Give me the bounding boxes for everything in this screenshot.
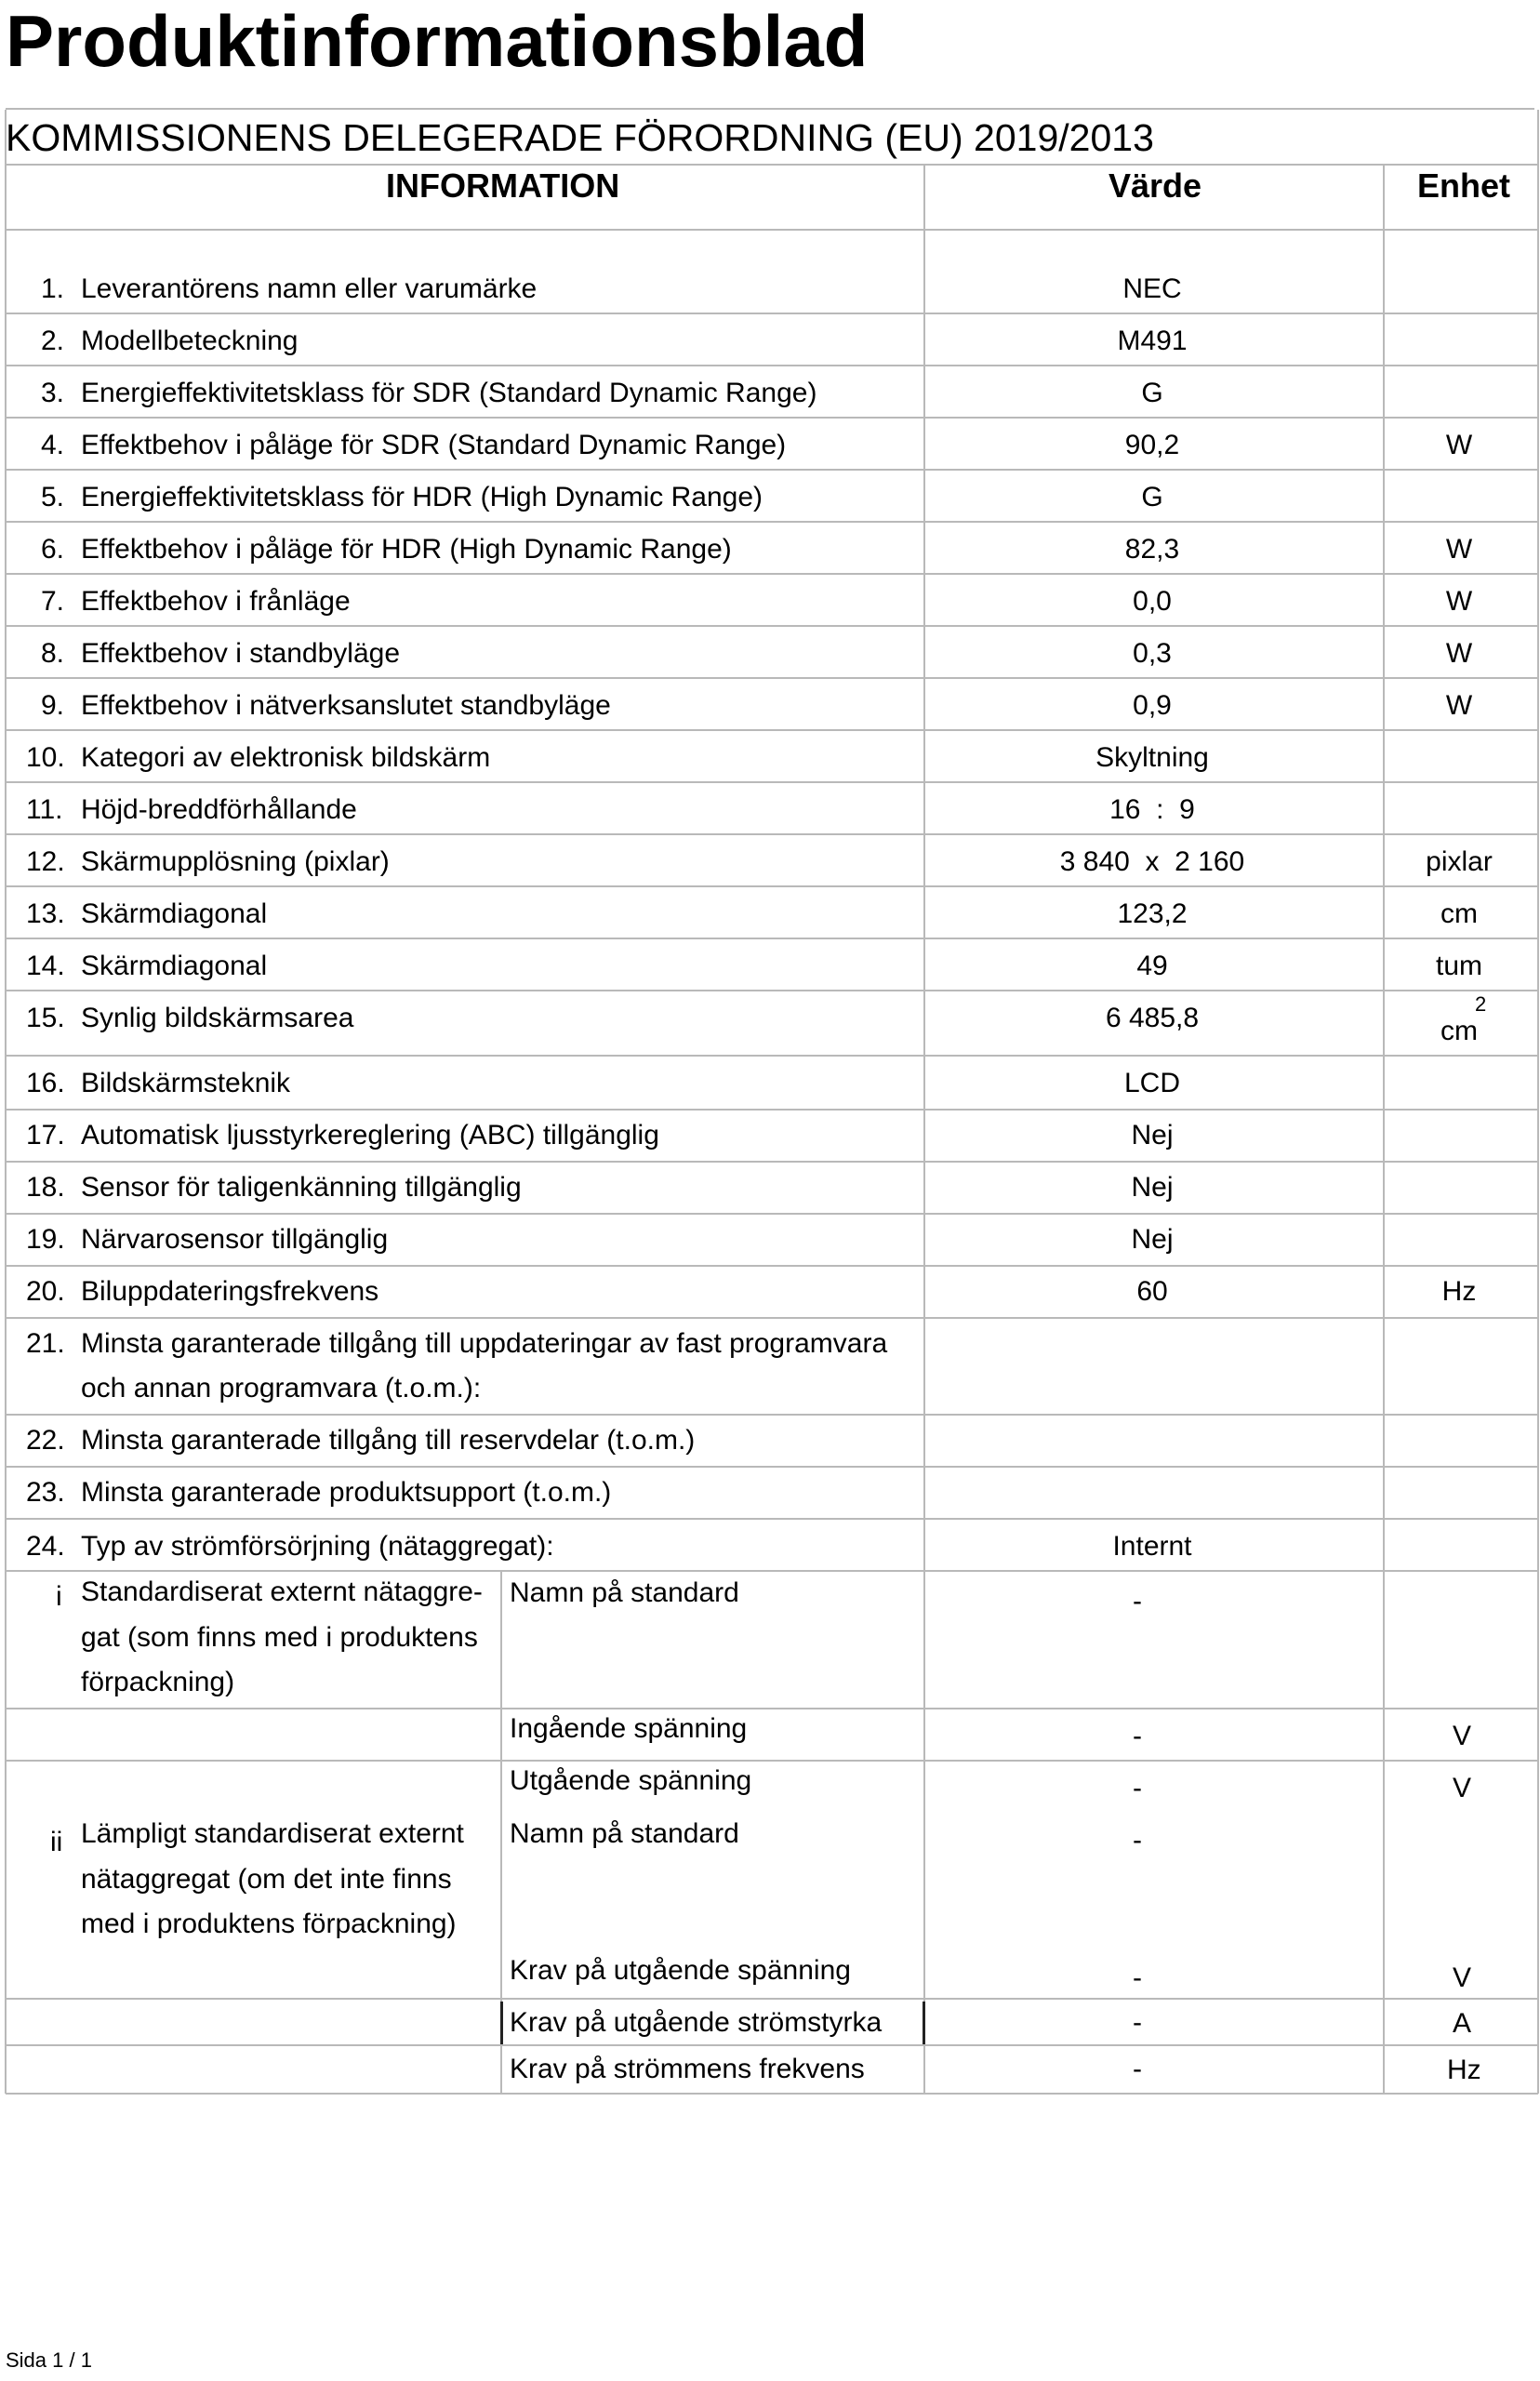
row-divider (6, 1414, 1538, 1416)
row-divider (6, 1998, 1538, 2000)
column-divider (500, 2002, 503, 2044)
row-number: 11. (26, 794, 63, 825)
row-label-line2: och annan programvara (t.o.m.): (81, 1373, 482, 1403)
row-value: 0,0 (1133, 586, 1172, 617)
row-divider (6, 1265, 1538, 1267)
ps-i-input-voltage-unit: V (1453, 1721, 1472, 1751)
row-divider (6, 521, 1538, 523)
row-value: Skyltning (1095, 742, 1209, 773)
row-number: 15. (26, 1003, 65, 1033)
row-divider (6, 1055, 1538, 1057)
ps-ii-frequency-unit: Hz (1447, 2055, 1481, 2085)
row-divider (6, 365, 1538, 366)
row-divider (6, 469, 1538, 471)
ps-ii-desc-line1: Lämpligt standardiserat externt (81, 1818, 464, 1849)
ps-i-param-name: Namn på standard (510, 1577, 739, 1608)
row-number: 16. (26, 1068, 65, 1098)
row-number: 23. (26, 1477, 65, 1508)
row-number: 18. (26, 1172, 65, 1203)
row-unit: W (1445, 586, 1473, 617)
header-unit: Enhet (1417, 166, 1511, 205)
row-divider (6, 938, 1538, 939)
ps-i-input-voltage-value: - (1133, 1721, 1142, 1751)
row-divider (6, 1317, 1538, 1319)
row-divider (6, 1708, 1538, 1709)
ps-i-desc-line3: förpackning) (81, 1667, 235, 1697)
ps-i-desc-line1: Standardiserat externt nätaggre- (81, 1576, 483, 1607)
row-label: Effektbehov i standbyläge (81, 638, 401, 669)
row-label: Energieffektivitetsklass för SDR (Standard Dynamic Range) (81, 378, 817, 408)
row-number: 17. (26, 1120, 65, 1151)
ps-ii-output-current-value: - (1133, 2007, 1142, 2038)
row-label: Bildskärmsteknik (81, 1068, 291, 1098)
row-value: Nej (1131, 1224, 1174, 1255)
row-divider (6, 677, 1538, 679)
unit-superscript: 2 (1475, 992, 1487, 1016)
row-unit: W (1445, 690, 1473, 721)
header-value: Värde (1109, 166, 1202, 205)
row-value: Nej (1131, 1120, 1174, 1151)
ps-ii-output-current-name: Krav på utgående strömstyrka (510, 2007, 883, 2038)
row-label: Automatisk ljusstyrkereglering (ABC) tillgänglig (81, 1120, 659, 1151)
row-divider (6, 2044, 1538, 2046)
row-value: 3 840 x 2 160 (1059, 846, 1245, 877)
ps-ii-number: ii (50, 1827, 63, 1857)
row-label: Effektbehov i påläge för HDR (High Dynamic Range) (81, 534, 732, 565)
row-divider (6, 417, 1538, 419)
row-divider (6, 625, 1538, 627)
ps-i-number: i (56, 1581, 62, 1612)
page-number: Sida 1 / 1 (6, 2348, 92, 2372)
row-label: Leverantörens namn eller varumärke (81, 273, 538, 304)
ps-ii-output-current-unit: A (1453, 2008, 1472, 2039)
row-label: Närvarosensor tillgänglig (81, 1224, 389, 1255)
row-value: LCD (1123, 1068, 1180, 1098)
row-value: 90,2 (1124, 430, 1180, 460)
row-label: Skärmupplösning (pixlar) (81, 846, 390, 877)
row-number: 9. (41, 690, 65, 721)
row-number: 3. (41, 378, 65, 408)
row-label: Effektbehov i påläge för SDR (Standard Dynamic Range) (81, 430, 787, 460)
row-divider (6, 729, 1538, 731)
row-divider (6, 1466, 1538, 1468)
row-divider (6, 164, 1538, 166)
ps-ii-standard-name: Namn på standard (510, 1818, 739, 1849)
row-unit: W (1445, 638, 1473, 669)
row-number: 4. (41, 430, 65, 460)
row-value: 123,2 (1117, 898, 1188, 929)
row-label: Skärmdiagonal (81, 951, 268, 981)
row-number: 14. (26, 951, 65, 981)
row-divider (6, 1213, 1538, 1215)
row-number: 21. (26, 1328, 65, 1359)
ps-i-output-voltage-name: Utgående spänning (510, 1765, 752, 1796)
row-value: G (1141, 378, 1163, 408)
row-divider (6, 2093, 1538, 2095)
row-divider (6, 781, 1538, 783)
row-number: 2. (41, 326, 65, 356)
ps-ii-output-voltage-value: - (1133, 1962, 1142, 1993)
row-label: Kategori av elektronisk bildskärm (81, 742, 491, 773)
ps-i-param-value: - (1133, 1586, 1142, 1616)
row-value: 60 (1136, 1276, 1168, 1307)
ps-i-output-voltage-unit: V (1453, 1773, 1472, 1803)
row-label: Sensor för taligenkänning tillgänglig (81, 1172, 522, 1203)
row-value: 0,9 (1133, 690, 1172, 721)
ps-ii-standard-value: - (1133, 1825, 1142, 1856)
row-unit: tum (1435, 951, 1482, 981)
row-number: 5. (41, 482, 65, 512)
row-divider (6, 1570, 1538, 1572)
ps-i-desc-line2: gat (som finns med i produktens (81, 1622, 478, 1653)
ps-ii-desc-line3: med i produktens förpackning) (81, 1909, 457, 1939)
row-label: Skärmdiagonal (81, 898, 268, 929)
row-value: G (1141, 482, 1163, 512)
row-label: Synlig bildskärmsarea (81, 1003, 354, 1033)
row-value: 0,3 (1133, 638, 1172, 669)
row-number: 10. (26, 742, 65, 773)
column-divider (923, 2002, 925, 2044)
row-number: 20. (26, 1276, 65, 1307)
row-unit: W (1445, 430, 1473, 460)
row-divider (6, 1109, 1538, 1111)
row-label: Höjd-breddförhållande (81, 794, 357, 825)
header-information: INFORMATION (386, 166, 620, 205)
row-value: 49 (1136, 951, 1168, 981)
row-number: 24. (26, 1531, 65, 1562)
row-value: M491 (1117, 326, 1188, 356)
row-label: Modellbeteckning (81, 326, 299, 356)
row-label-line1: Minsta garanterade tillgång till uppdateringar av fast programvara (81, 1328, 888, 1359)
row-unit: pixlar (1426, 846, 1493, 877)
row-divider (6, 885, 1538, 887)
row-number: 13. (26, 898, 65, 929)
row-number: 19. (26, 1224, 65, 1255)
row-divider (6, 229, 1538, 231)
row-divider (6, 990, 1538, 991)
row-label: Minsta garanterade tillgång till reservdelar (t.o.m.) (81, 1425, 696, 1456)
row-label: Energieffektivitetsklass för HDR (High Dynamic Range) (81, 482, 763, 512)
row-unit: cm (1440, 898, 1478, 929)
row-value: 16 : 9 (1109, 794, 1195, 825)
row-unit: Hz (1441, 1276, 1477, 1307)
row-divider (6, 833, 1538, 835)
row-unit: W (1445, 534, 1473, 565)
ps-i-input-voltage-name: Ingående spänning (510, 1713, 748, 1744)
row-number: 7. (41, 586, 65, 617)
ps-ii-output-voltage-unit: V (1453, 1962, 1472, 1993)
row-label: Effektbehov i frånläge (81, 586, 351, 617)
row-value: 82,3 (1124, 534, 1180, 565)
row-unit: cm (1440, 1016, 1478, 1046)
row-value: 6 485,8 (1105, 1003, 1200, 1033)
ps-ii-output-voltage-name: Krav på utgående spänning (510, 1955, 851, 1986)
row-number: 12. (26, 846, 65, 877)
row-number: 1. (41, 273, 65, 304)
row-divider (6, 573, 1538, 575)
row-number: 8. (41, 638, 65, 669)
row-value: NEC (1122, 273, 1182, 304)
row-divider (6, 1760, 1538, 1762)
row-value: Nej (1131, 1172, 1174, 1203)
row-divider (6, 1161, 1538, 1163)
ps-i-output-voltage-value: - (1133, 1773, 1142, 1803)
ps-ii-frequency-name: Krav på strömmens frekvens (510, 2054, 865, 2084)
row-number: 22. (26, 1425, 65, 1456)
row-number: 6. (41, 534, 65, 565)
regulation-subtitle: KOMMISSIONENS DELEGERADE FÖRORDNING (EU) 2019/2013 (6, 108, 1534, 166)
ps-ii-frequency-value: - (1133, 2054, 1142, 2084)
row-divider (6, 313, 1538, 314)
row-label: Biluppdateringsfrekvens (81, 1276, 379, 1307)
row-label: Effektbehov i nätverksanslutet standbyläge (81, 690, 611, 721)
row-value: Internt (1112, 1531, 1192, 1562)
row-label: Minsta garanterade produktsupport (t.o.m.) (81, 1477, 612, 1508)
page-title: Produktinformationsblad (6, 0, 869, 82)
ps-ii-desc-line2: nätaggregat (om det inte finns (81, 1864, 452, 1895)
row-label: Typ av strömförsörjning (nätaggregat): (81, 1531, 554, 1562)
row-divider (6, 1518, 1538, 1520)
